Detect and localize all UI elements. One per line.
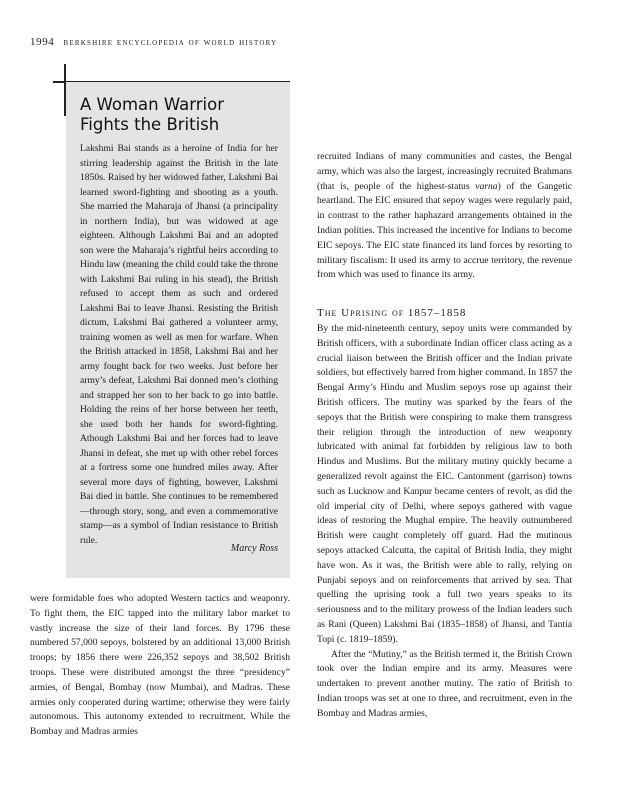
sidebar-title: A Woman Warrior Fights the British <box>80 95 224 134</box>
intro-paragraph <box>317 150 572 283</box>
section-paragraph-1: By the mid-nineteenth century, sepoy units were commanded by British officers, with a subordinate Indian officer class acting as a crucial liaison between the British officer and the Indian private soldiers, but effectively barred from higher command. In 1857 the Bengal Army’s Hindu and Muslim sepoys rose up against their British officers. The mutiny was sparked by the fears of the sepoys that the British were conspiring to make them transgress their religion through the introduction of new weaponry lubricated with animal fat forbidden by religious law to both Hindus and Muslims. But the military mutiny quickly became a generalized revolt against the EIC. Cantonment (garrison) towns such as Lucknow and Kanpur became centers of revolt, as did the old imperial city of Delhi, where sepoys gathered with vague ideas of restoring the Mughal empire. The heavily outnumbered British were caught completely off guard. Had the mutinous sepoys attacked Calcutta, the capital of British India, they might have won. As it was, the British were able to rally, relying on Punjabi sepoys and on reinforcements that arrived by sea. That quelling the uprising took a full two years speaks to its seriousness and to the military prowess of the Indian leaders such as Rani (Queen) Lakshmi Bai (1835–1858) of Jhansi, and Tantia Topi (c. 1819–1859). <box>317 323 572 645</box>
sidebar-box <box>66 82 290 578</box>
intro-text-a: recruited Indians of many communities and castes, the Bengal army, which was also the largest, increasingly recruited Brahmans (that is, people of the highest-status <box>317 151 572 192</box>
page-number: 1994 <box>30 36 55 48</box>
intro-text-b: ) of the Gangetic heartland. The EIC ensured that sepoy wages were regularly paid, in contrast to the rather haphazard arrangements obtained in the Indian polities. This increased the incentive for Indians to become EIC sepoys. The EIC state financed its land forces by resorting to military fiscalism: It used its army to accrue territory, the revenue from which was used to finance its army. <box>317 180 572 281</box>
left-column <box>30 592 290 740</box>
left-column-paragraph: were formidable foes who adopted Western tactics and weaponry. To fight them, the EIC tapped into the military labor market to vastly increase the size of their land forces. By 1796 these numbered 57,000 sepoys, bolstered by an additional 13,000 British troops; by 1856 there were 226,352 sepoys and 38,502 British troops. These were distributed amongst the three “presidency” armies, of Bengal, Bombay (now Mumbai), and Madras. These armies only cooperated during wartime; otherwise they were fairly autonomous. This autonomy extended to recruitment. While the Bombay and Madras armies <box>30 593 290 738</box>
running-header <box>30 36 277 48</box>
right-column-section <box>317 306 572 722</box>
section-paragraph-2: After the “Mutiny,” as the British termed it, the British Crown took over the Indian empire and its army. Measures were undertaken to prevent another mutiny. The ratio of British to Indian troops was set at one to three, and recruitment, even in the Bombay and Madras armies, <box>317 648 572 719</box>
intro-term-varna: varna <box>475 180 498 192</box>
section-heading: The Uprising of 1857–1858 <box>317 307 467 319</box>
publication-title: berkshire encyclopedia of world history <box>63 37 278 48</box>
sidebar-body: Lakshmi Bai stands as a heroine of India for her stirring leadership against the British in the late 1850s. Raised by her widowed father, Lakshmi Bai learned sword-fighting and shooting as a youth. She married the Maharaja of Jhansi (a principality in northern India), but was widowed at age eighteen. Although Lakshmi Bai and an adopted son were the Maharaja’s rightful heirs according to Hindu law (meaning the child could take the throne with Lakshmi Bai ruling in his stead), the British refused to accept them as such and ordered Lakshmi Bai to leave Jhansi. Resisting the British dictum, Lakshmi Bai gathered a volunteer army, training women as well as men for warfare. When the British attacked in 1858, Lakshmi Bai and her army fought back for two weeks. Just before her army’s defeat, Lakshmi Bai donned men’s clothing and strapped her son to her back to go into battle. Holding the reins of her horse between her teeth, she used both her hands for sword-fighting. Athough Lakshmi Bai and her forces had to leave Jhansi in defeat, she met up with other rebel forces at a fortress some one hundred miles away. After several more days of fighting, however, Lakshmi Bai died in battle. She continues to be remembered—through story, song, and even a commemorative stamp—as a symbol of Indian resistance to British rule. <box>80 143 278 546</box>
right-column-intro <box>317 150 572 283</box>
sidebar-author: Marcy Ross <box>230 543 278 554</box>
